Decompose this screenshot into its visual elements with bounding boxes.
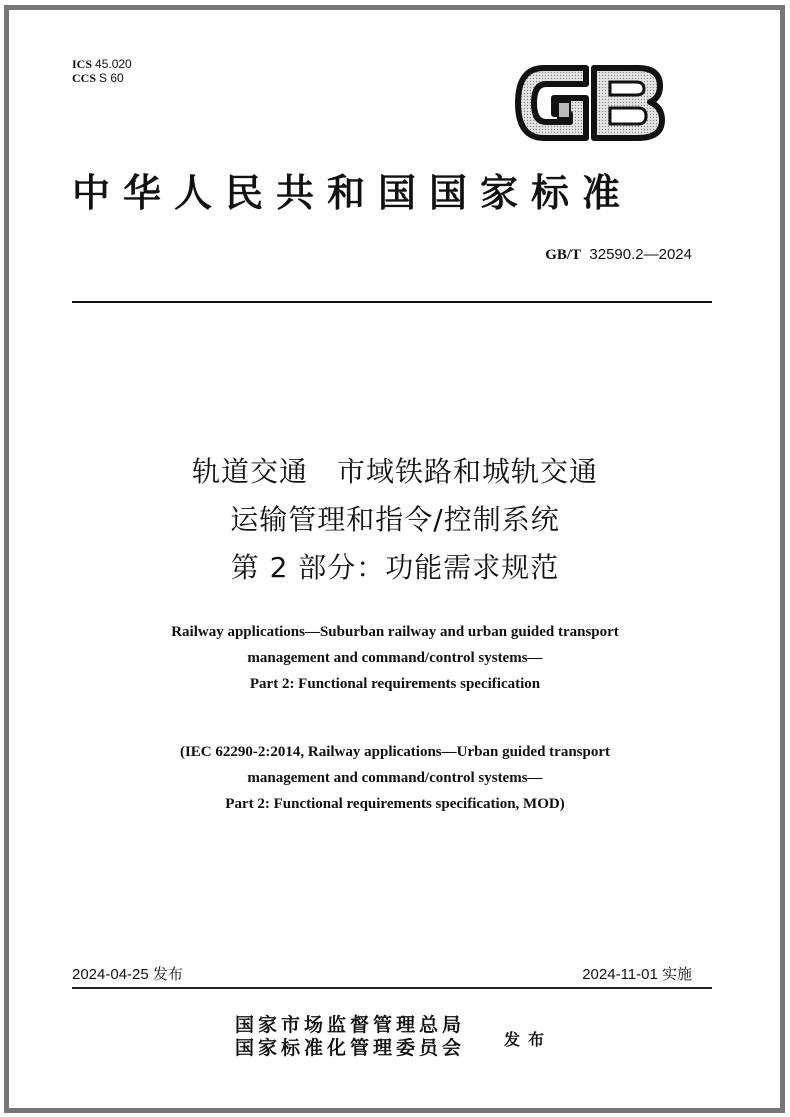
gb-logo-icon — [514, 62, 666, 144]
issue-label: 发布 — [504, 1030, 553, 1049]
english-title-line-3: Part 2: Functional requirements specification — [249, 676, 541, 692]
header-divider — [72, 301, 712, 303]
english-title-line-2: management and command/control systems— — [247, 650, 543, 666]
adoption-note-line-1: (IEC 62290-2:2014, Railway applications—Urban guided transport — [179, 744, 611, 760]
ccs-code: CCS S 60 — [72, 71, 124, 85]
issuer-sac: 国家标准化管理委员会 — [235, 1037, 466, 1059]
chinese-title — [0, 448, 790, 592]
adoption-note — [0, 739, 790, 817]
publish-date: 2024-04-25 发布 — [72, 966, 183, 983]
issuing-authorities — [235, 1014, 465, 1060]
ics-code: ICS 45.020 — [72, 57, 132, 71]
implementation-date: 2024-11-01 实施 — [582, 966, 692, 983]
footer-divider — [72, 987, 712, 989]
adoption-note-line-3: Part 2: Functional requirements specification, MOD) — [225, 796, 565, 812]
chinese-title-line-1: 轨道交通 市域铁路和城轨交通 — [191, 455, 598, 488]
classification-codes — [72, 57, 132, 85]
english-title-line-1: Railway applications—Suburban railway and urban guided transport — [171, 624, 619, 640]
standard-number: GB/T 32590.2—2024 — [545, 246, 692, 263]
chinese-title-line-2: 运输管理和指令/控制系统 — [230, 503, 560, 536]
issuer-samr: 国家市场监督管理总局 — [235, 1014, 466, 1036]
national-standard-title: 中华人民共和国国家标准 — [72, 170, 634, 215]
adoption-note-line-2: management and command/control systems— — [247, 770, 543, 786]
chinese-title-line-3: 第 2 部分：功能需求规范 — [230, 551, 560, 584]
english-title — [0, 619, 790, 697]
